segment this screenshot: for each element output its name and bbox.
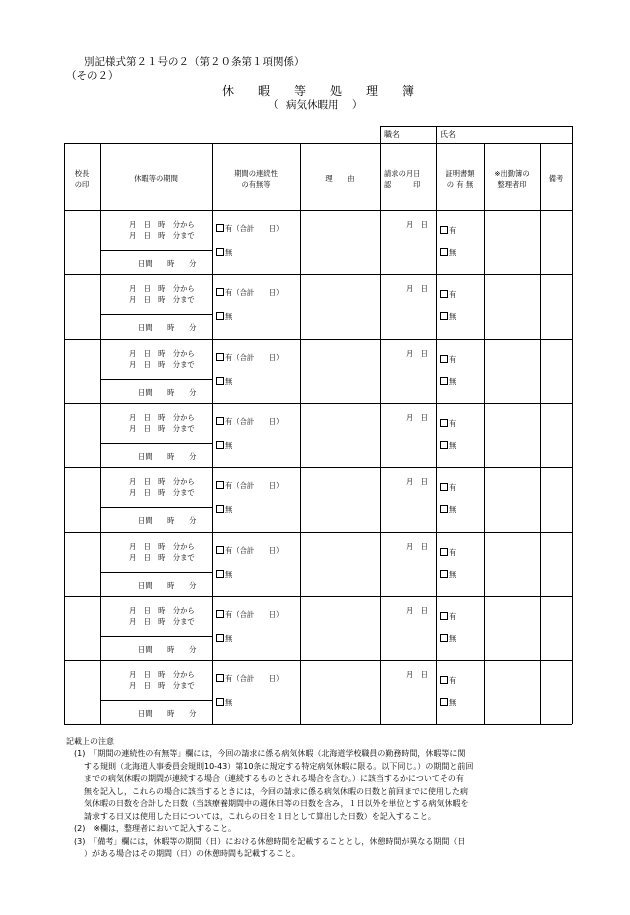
continuity-no-checkbox[interactable] bbox=[216, 312, 232, 322]
certificate-no-checkbox[interactable] bbox=[440, 441, 456, 451]
table-rule bbox=[64, 660, 572, 661]
continuity-no-label: 無 bbox=[225, 505, 233, 515]
continuity-no-checkbox[interactable] bbox=[216, 377, 232, 387]
certificate-no-checkbox[interactable] bbox=[440, 570, 456, 580]
table-rule bbox=[572, 143, 573, 724]
period-from: 月 日 時 分から bbox=[129, 541, 195, 551]
note-3-line: ）がある場合はその期間（日）の休憩時間も記載すること。 bbox=[84, 849, 300, 858]
table-rule bbox=[64, 210, 572, 211]
note-1-line: までの病気休暇の期間が連続する場合（連続するものとされる場合を含む。）に該当するかについてその有 bbox=[84, 774, 464, 783]
continuity-yes-checkbox[interactable] bbox=[216, 481, 283, 491]
continuity-yes-checkbox[interactable] bbox=[216, 417, 283, 427]
continuity-yes-checkbox[interactable] bbox=[216, 353, 283, 363]
certificate-yes-checkbox[interactable] bbox=[440, 355, 456, 365]
period-days: 日間 時 分 bbox=[138, 387, 197, 397]
table-rule bbox=[100, 314, 212, 315]
col-continuity-line: 期間の連続性 bbox=[234, 169, 278, 178]
period-days: 日間 時 分 bbox=[138, 516, 197, 526]
period-days: 日間 時 分 bbox=[138, 709, 197, 719]
checkbox-icon bbox=[216, 248, 224, 256]
checkbox-icon bbox=[216, 546, 224, 554]
table-rule bbox=[484, 143, 485, 724]
request-month-day: 月 日 bbox=[406, 477, 428, 487]
period-from: 月 日 時 分から bbox=[129, 348, 195, 358]
period-from: 月 日 時 分から bbox=[129, 284, 195, 294]
request-month-day: 月 日 bbox=[406, 541, 428, 551]
title-char: 理 bbox=[366, 84, 379, 98]
form-part: （その２） bbox=[66, 70, 119, 82]
continuity-yes-label: 有（合計 日） bbox=[225, 288, 284, 298]
certificate-no-checkbox[interactable] bbox=[440, 634, 456, 644]
period-to: 月 日 時 分まで bbox=[129, 423, 195, 433]
continuity-no-checkbox[interactable] bbox=[216, 441, 232, 451]
certificate-yes-checkbox[interactable] bbox=[440, 483, 456, 493]
table-rule bbox=[64, 724, 572, 725]
certificate-no-label: 無 bbox=[449, 569, 457, 579]
certificate-no-checkbox[interactable] bbox=[440, 505, 456, 515]
continuity-no-checkbox[interactable] bbox=[216, 505, 232, 515]
col-attendance-line: ※出勤簿の bbox=[494, 169, 530, 178]
col-request-line: 認 印 bbox=[384, 180, 421, 189]
certificate-no-checkbox[interactable] bbox=[440, 248, 456, 258]
request-month-day: 月 日 bbox=[406, 670, 428, 680]
period-to: 月 日 時 分まで bbox=[129, 681, 195, 691]
checkbox-icon bbox=[216, 417, 224, 425]
certificate-yes-checkbox[interactable] bbox=[440, 612, 456, 622]
checkbox-icon bbox=[440, 676, 448, 684]
table-rule bbox=[212, 143, 213, 724]
checkbox-icon bbox=[216, 312, 224, 320]
continuity-yes-checkbox[interactable] bbox=[216, 224, 283, 234]
certificate-no-label: 無 bbox=[449, 698, 457, 708]
table-rule bbox=[100, 572, 212, 573]
certificate-yes-checkbox[interactable] bbox=[440, 226, 456, 236]
table-rule bbox=[64, 596, 572, 597]
checkbox-icon bbox=[440, 355, 448, 363]
continuity-yes-label: 有（合計 日） bbox=[225, 481, 284, 491]
col-reason: 理 由 bbox=[325, 174, 355, 183]
continuity-yes-checkbox[interactable] bbox=[216, 610, 283, 620]
period-to: 月 日 時 分まで bbox=[129, 488, 195, 498]
checkbox-icon bbox=[216, 288, 224, 296]
table-rule bbox=[64, 467, 572, 468]
request-month-day: 月 日 bbox=[406, 412, 428, 422]
certificate-yes-label: 有 bbox=[449, 611, 457, 621]
certificate-yes-label: 有 bbox=[449, 547, 457, 557]
title-char: 等 bbox=[294, 84, 307, 98]
col-continuity bbox=[212, 168, 300, 190]
certificate-no-label: 無 bbox=[449, 633, 457, 643]
table-rule bbox=[64, 274, 572, 275]
col-principal-line: の印 bbox=[74, 180, 90, 189]
col-certificate-line: 証明書類 bbox=[445, 169, 475, 178]
note-3-line: (3) 「備考」欄には，休暇等の期間（日）における休憩時間を記載することとし，休憩時間が異なる期間（日 bbox=[74, 837, 466, 846]
continuity-no-checkbox[interactable] bbox=[216, 634, 232, 644]
checkbox-icon bbox=[216, 698, 224, 706]
period-to: 月 日 時 分まで bbox=[129, 616, 195, 626]
checkbox-icon bbox=[440, 377, 448, 385]
certificate-no-checkbox[interactable] bbox=[440, 377, 456, 387]
continuity-yes-checkbox[interactable] bbox=[216, 288, 283, 298]
period-days: 日間 時 分 bbox=[138, 451, 197, 461]
period-from: 月 日 時 分から bbox=[129, 220, 195, 229]
col-continuity-line: の有無等 bbox=[241, 180, 271, 189]
table-rule bbox=[436, 143, 437, 724]
period-days: 日間 時 分 bbox=[138, 580, 197, 590]
checkbox-icon bbox=[440, 483, 448, 491]
period-to: 月 日 時 分まで bbox=[129, 552, 195, 562]
certificate-no-label: 無 bbox=[449, 440, 457, 450]
table-rule bbox=[100, 700, 212, 701]
continuity-yes-label: 有（合計 日） bbox=[225, 609, 284, 619]
col-period: 休暇等の期間 bbox=[134, 174, 178, 183]
checkbox-icon bbox=[440, 226, 448, 234]
checkbox-icon bbox=[216, 353, 224, 361]
continuity-no-label: 無 bbox=[225, 248, 233, 257]
checkbox-icon bbox=[216, 570, 224, 578]
certificate-yes-checkbox[interactable] bbox=[440, 419, 456, 429]
period-from: 月 日 時 分から bbox=[129, 670, 195, 680]
title-char: 簿 bbox=[402, 84, 415, 98]
period-days: 日間 時 分 bbox=[138, 323, 197, 333]
table-rule bbox=[64, 532, 572, 533]
table-rule bbox=[100, 143, 101, 724]
checkbox-icon bbox=[216, 610, 224, 618]
period-to: 月 日 時 分まで bbox=[129, 295, 195, 305]
checkbox-icon bbox=[216, 441, 224, 449]
checkbox-icon bbox=[440, 248, 448, 256]
continuity-no-label: 無 bbox=[225, 569, 233, 579]
title-char: 暇 bbox=[258, 84, 271, 98]
continuity-yes-label: 有（合計 日） bbox=[225, 416, 284, 426]
checkbox-icon bbox=[440, 419, 448, 427]
checkbox-icon bbox=[216, 224, 224, 232]
col-attendance bbox=[484, 168, 540, 190]
col-request-line: 請求の月日 bbox=[384, 169, 421, 178]
checkbox-icon bbox=[440, 290, 448, 298]
table-rule bbox=[100, 507, 212, 508]
table-rule bbox=[572, 126, 573, 143]
table-rule bbox=[300, 143, 301, 724]
col-remarks: 備考 bbox=[548, 174, 564, 183]
continuity-yes-label: 有（合計 日） bbox=[225, 352, 284, 362]
period-from: 月 日 時 分から bbox=[129, 605, 195, 615]
table-rule bbox=[380, 126, 381, 143]
continuity-no-label: 無 bbox=[225, 376, 233, 386]
note-1-line: 無を記入し，これらの場合に該当するときには，今回の請求に係る病気休暇の日数と前回までに使用した病 bbox=[84, 787, 468, 796]
continuity-no-checkbox[interactable] bbox=[216, 570, 232, 580]
continuity-yes-label: 有（合計 日） bbox=[225, 545, 284, 555]
checkbox-icon bbox=[440, 570, 448, 578]
period-to: 月 日 時 分まで bbox=[129, 359, 195, 369]
checkbox-icon bbox=[440, 505, 448, 513]
title-char: 処 bbox=[330, 84, 343, 98]
period-to: 月 日 時 分まで bbox=[129, 231, 195, 240]
continuity-no-label: 無 bbox=[225, 633, 233, 643]
certificate-yes-checkbox[interactable] bbox=[440, 290, 456, 300]
note-1-line: (1) 「期間の連続性の有無等」欄には，今回の請求に係る病気休暇（北海道学校職員の勤務時間，休暇等に関 bbox=[74, 749, 466, 758]
certificate-yes-label: 有 bbox=[449, 676, 457, 686]
col-principal-line: 校長 bbox=[74, 169, 90, 178]
position-label: 職名 bbox=[384, 130, 400, 139]
table-rule bbox=[436, 126, 437, 143]
title-char: 休 bbox=[222, 84, 235, 98]
certificate-yes-label: 有 bbox=[449, 226, 457, 235]
certificate-no-checkbox[interactable] bbox=[440, 698, 456, 708]
table-rule bbox=[540, 143, 541, 724]
note-1-line: する規則（北海道人事委員会規則10-43）第10条に規定する特定病気休暇に限る。以下同じ。）の期間と前回 bbox=[84, 762, 474, 771]
col-principal-seal bbox=[64, 168, 100, 190]
continuity-no-checkbox[interactable] bbox=[216, 698, 232, 708]
notes-heading: 記載上の注意 bbox=[66, 737, 114, 746]
request-month-day: 月 日 bbox=[406, 348, 428, 358]
continuity-no-label: 無 bbox=[225, 440, 233, 450]
checkbox-icon bbox=[216, 377, 224, 385]
checkbox-icon bbox=[216, 674, 224, 682]
checkbox-icon bbox=[216, 505, 224, 513]
table-rule bbox=[380, 126, 572, 127]
col-attendance-line: 整理者印 bbox=[497, 180, 527, 189]
period-days: 日間 時 分 bbox=[138, 259, 197, 268]
certificate-yes-label: 有 bbox=[449, 354, 457, 364]
subtitle-close: ） bbox=[352, 99, 363, 111]
checkbox-icon bbox=[440, 634, 448, 642]
page-subtitle: 病気休暇用 bbox=[286, 99, 339, 111]
period-days: 日間 時 分 bbox=[138, 644, 197, 654]
certificate-no-label: 無 bbox=[449, 312, 457, 322]
note-1-line: 請求する日又は使用した日については，これらの日を１日として算出した日数）を記入すること。 bbox=[84, 812, 436, 821]
continuity-no-checkbox[interactable] bbox=[216, 248, 232, 258]
table-rule bbox=[64, 339, 572, 340]
subtitle-open: （ bbox=[268, 99, 279, 111]
note-2: (2) ※欄は，整理者において記入すること。 bbox=[74, 824, 237, 833]
continuity-yes-label: 有（合計 日） bbox=[225, 674, 284, 684]
table-rule bbox=[64, 403, 572, 404]
certificate-yes-label: 有 bbox=[449, 418, 457, 428]
table-rule bbox=[64, 143, 65, 724]
table-rule bbox=[64, 143, 572, 144]
table-rule bbox=[100, 250, 212, 251]
checkbox-icon bbox=[440, 441, 448, 449]
certificate-no-label: 無 bbox=[449, 376, 457, 386]
certificate-no-label: 無 bbox=[449, 248, 457, 257]
checkbox-icon bbox=[216, 481, 224, 489]
certificate-yes-checkbox[interactable] bbox=[440, 548, 456, 558]
col-certificate bbox=[436, 168, 484, 190]
continuity-no-label: 無 bbox=[225, 312, 233, 322]
certificate-no-label: 無 bbox=[449, 505, 457, 515]
checkbox-icon bbox=[440, 548, 448, 556]
table-rule bbox=[100, 379, 212, 380]
checkbox-icon bbox=[216, 634, 224, 642]
continuity-yes-checkbox[interactable] bbox=[216, 674, 283, 684]
checkbox-icon bbox=[440, 612, 448, 620]
col-request-date bbox=[384, 168, 436, 190]
period-from: 月 日 時 分から bbox=[129, 412, 195, 422]
request-month-day: 月 日 bbox=[406, 605, 428, 615]
certificate-yes-checkbox[interactable] bbox=[440, 676, 456, 686]
checkbox-icon bbox=[440, 698, 448, 706]
col-certificate-line: の 有 無 bbox=[446, 180, 474, 189]
continuity-yes-checkbox[interactable] bbox=[216, 546, 283, 556]
request-month-day: 月 日 bbox=[406, 284, 428, 294]
certificate-yes-label: 有 bbox=[449, 290, 457, 300]
name-label: 氏名 bbox=[440, 130, 456, 139]
certificate-no-checkbox[interactable] bbox=[440, 312, 456, 322]
table-rule bbox=[100, 443, 212, 444]
checkbox-icon bbox=[440, 312, 448, 320]
continuity-yes-label: 有（合計 日） bbox=[225, 224, 284, 233]
note-1-line: 気休暇の日数を合計した日数（当該療養期間中の週休日等の日数を含み，１日以外を単位とする病気休暇を bbox=[84, 799, 469, 808]
table-rule bbox=[100, 636, 212, 637]
period-from: 月 日 時 分から bbox=[129, 477, 195, 487]
table-rule bbox=[380, 143, 381, 724]
form-number: 別記様式第２１号の２（第２０条第１項関係） bbox=[84, 56, 305, 68]
certificate-yes-label: 有 bbox=[449, 483, 457, 493]
request-month-day: 月 日 bbox=[406, 220, 428, 229]
continuity-no-label: 無 bbox=[225, 698, 233, 708]
